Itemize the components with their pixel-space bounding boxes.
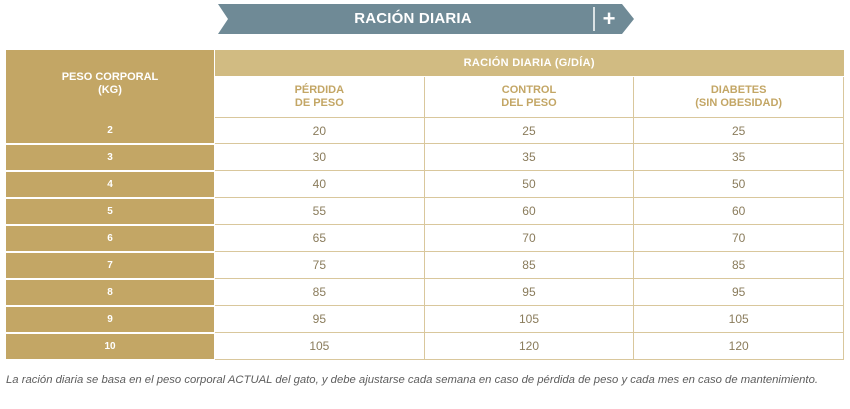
value-cell: 85 <box>634 252 844 279</box>
table-row <box>6 144 844 171</box>
weight-cell: 3 <box>6 144 215 171</box>
weight-column-header <box>6 50 215 118</box>
column-header-line: DE PESO <box>294 97 344 109</box>
column-header-line: CONTROL <box>501 84 557 96</box>
value-cell: 25 <box>634 118 844 144</box>
ration-group-header: RACIÓN DIARIA (G/DÍA) <box>215 50 844 77</box>
banner-title: RACIÓN DIARIA <box>354 10 472 27</box>
value-cell: 35 <box>634 144 844 171</box>
column-header-line: (SIN OBESIDAD) <box>695 97 783 109</box>
weight-header-unit: (KG) <box>98 83 122 96</box>
value-cell: 105 <box>215 333 425 360</box>
value-cell: 55 <box>215 198 425 225</box>
table-row <box>6 198 844 225</box>
weight-cell: 2 <box>6 118 215 144</box>
section-banner <box>218 4 634 34</box>
value-cell: 30 <box>215 144 425 171</box>
value-cell: 85 <box>424 252 634 279</box>
table-row <box>6 118 844 144</box>
column-header-weight-control <box>424 77 634 118</box>
value-cell: 70 <box>634 225 844 252</box>
value-cell: 85 <box>215 279 425 306</box>
value-cell: 50 <box>424 171 634 198</box>
value-cell: 70 <box>424 225 634 252</box>
value-cell: 60 <box>634 198 844 225</box>
value-cell: 35 <box>424 144 634 171</box>
table-row <box>6 306 844 333</box>
weight-cell: 8 <box>6 279 215 306</box>
expand-plus-icon[interactable]: + <box>602 6 616 31</box>
value-cell: 120 <box>424 333 634 360</box>
value-cell: 60 <box>424 198 634 225</box>
weight-cell: 4 <box>6 171 215 198</box>
value-cell: 95 <box>424 279 634 306</box>
table-row <box>6 171 844 198</box>
table-row <box>6 225 844 252</box>
column-header-diabetes <box>634 77 844 118</box>
table-row <box>6 333 844 360</box>
value-cell: 120 <box>634 333 844 360</box>
weight-cell: 6 <box>6 225 215 252</box>
value-cell: 95 <box>634 279 844 306</box>
weight-cell: 7 <box>6 252 215 279</box>
table-row <box>6 279 844 306</box>
column-header-line: DIABETES <box>710 84 767 96</box>
value-cell: 65 <box>215 225 425 252</box>
column-header-weight-loss <box>215 77 425 118</box>
footnote: La ración diaria se basa en el peso corporal ACTUAL del gato, y debe ajustarse cada semana en caso de pérdida de peso y cada mes en caso de mantenimiento. <box>6 374 818 386</box>
value-cell: 20 <box>215 118 425 144</box>
value-cell: 75 <box>215 252 425 279</box>
table-row <box>6 252 844 279</box>
value-cell: 40 <box>215 171 425 198</box>
column-header-line: PÉRDIDA <box>294 84 345 96</box>
weight-cell: 10 <box>6 333 215 360</box>
column-header-line: DEL PESO <box>501 97 557 109</box>
value-cell: 95 <box>215 306 425 333</box>
value-cell: 25 <box>424 118 634 144</box>
weight-header-label: PESO CORPORAL <box>61 70 159 83</box>
weight-cell: 5 <box>6 198 215 225</box>
value-cell: 105 <box>424 306 634 333</box>
ration-table <box>6 50 844 361</box>
value-cell: 50 <box>634 171 844 198</box>
value-cell: 105 <box>634 306 844 333</box>
weight-cell: 9 <box>6 306 215 333</box>
